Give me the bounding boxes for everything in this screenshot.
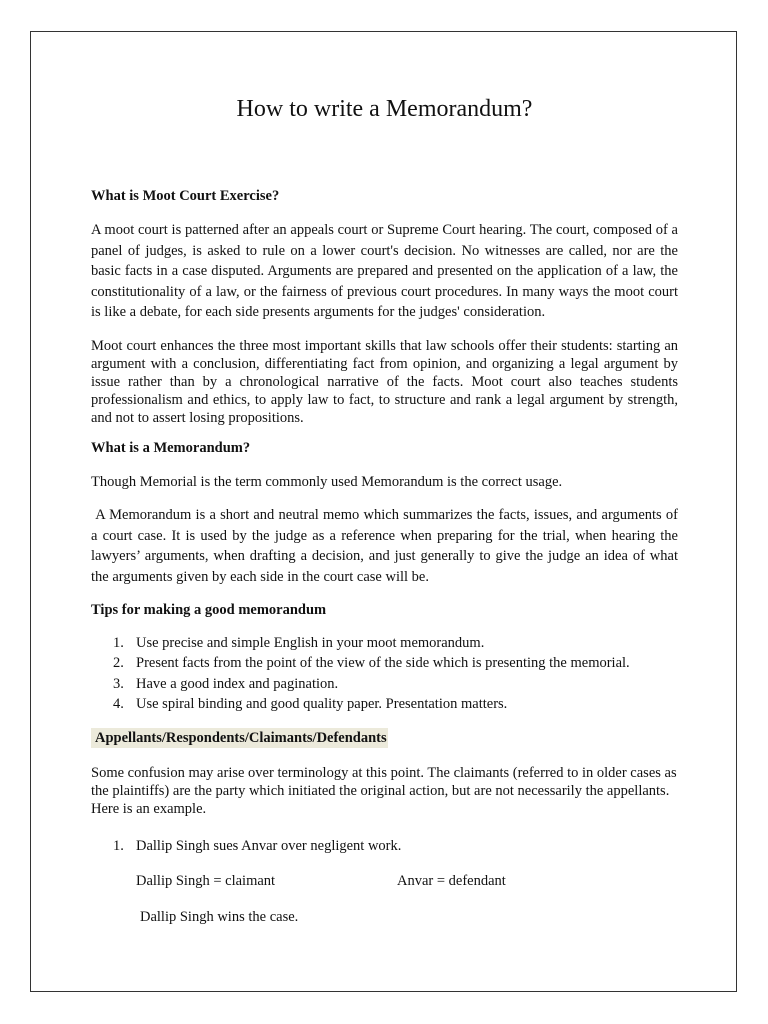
defendant-label: Anvar = defendant	[397, 873, 506, 889]
memo-heading: What is a Memorandum?	[91, 440, 251, 456]
parties-heading	[91, 728, 678, 748]
list-item-text: Use precise and simple English in your moot memorandum.	[136, 635, 485, 651]
moot-paragraph-2: Moot court enhances the three most important skills that law schools offer their students: starting an argument with a conclusion, differentiating fact from opinion, and organizing a legal argument by issue rather than by a chronological narrative of the facts. Moot court also teaches students professionalism and ethics, to apply law to fact, to structure and rank a legal argument by strength, and not to assert losing propositions.	[91, 338, 678, 426]
list-item-text: Have a good index and pagination.	[136, 675, 339, 692]
list-item-number: 3.	[113, 675, 124, 692]
list-item-number: 2.	[113, 655, 124, 672]
tips-heading: Tips for making a good memorandum	[91, 602, 327, 618]
list-item	[91, 836, 691, 856]
tips-list	[91, 633, 691, 714]
list-item	[91, 694, 691, 714]
moot-heading: What is Moot Court Exercise?	[91, 188, 280, 204]
document-title: How to write a Memorandum?	[236, 96, 533, 122]
list-item-number: 1.	[113, 635, 124, 651]
parties-paragraph-1: Some confusion may arise over terminology at this point. The claimants (referred to in older cases as the plaintiffs) are the party which initiated the original action, but are not necessarily the appellants. Here is an example.	[91, 765, 677, 817]
document-page	[30, 31, 737, 992]
list-item	[91, 674, 691, 694]
list-item-number: 1.	[113, 838, 124, 854]
example-list	[91, 836, 691, 856]
highlighted-heading-text: Appellants/Respondents/Claimants/Defendants	[91, 728, 388, 748]
list-item	[91, 653, 691, 673]
list-item	[91, 633, 691, 653]
memo-paragraph-2: A Memorandum is a short and neutral memo which summarizes the facts, issues, and arguments of a court case. It is used by the judge as a reference when preparing for the trial, when hearing the lawyers’ arguments, when drafting a decision, and just generally to give the judge an idea of what the arguments given by each side in the court case will be.	[91, 507, 682, 585]
outcome-text: Dallip Singh wins the case.	[140, 909, 299, 925]
moot-paragraph-1: A moot court is patterned after an appeals court or Supreme Court hearing. The court, composed of a panel of judges, is asked to rule on a lower court's decision. No witnesses are called, nor are the basic facts in a case disputed. Arguments are prepared and presented on the application of a law, the constitutionality of a law, or the fairness of previous court procedures. In many ways the moot court is like a debate, for each side presents arguments for the judges' consideration.	[91, 222, 678, 320]
claimant-label: Dallip Singh = claimant	[136, 873, 276, 889]
list-item-text: Present facts from the point of the view of the side which is presenting the memorial.	[136, 655, 630, 672]
list-item-text: Use spiral binding and good quality paper. Presentation matters.	[136, 695, 508, 712]
list-item-number: 4.	[113, 695, 124, 712]
memo-paragraph-1: Though Memorial is the term commonly used Memorandum is the correct usage.	[91, 474, 563, 490]
list-item-text: Dallip Singh sues Anvar over negligent work.	[136, 838, 402, 854]
